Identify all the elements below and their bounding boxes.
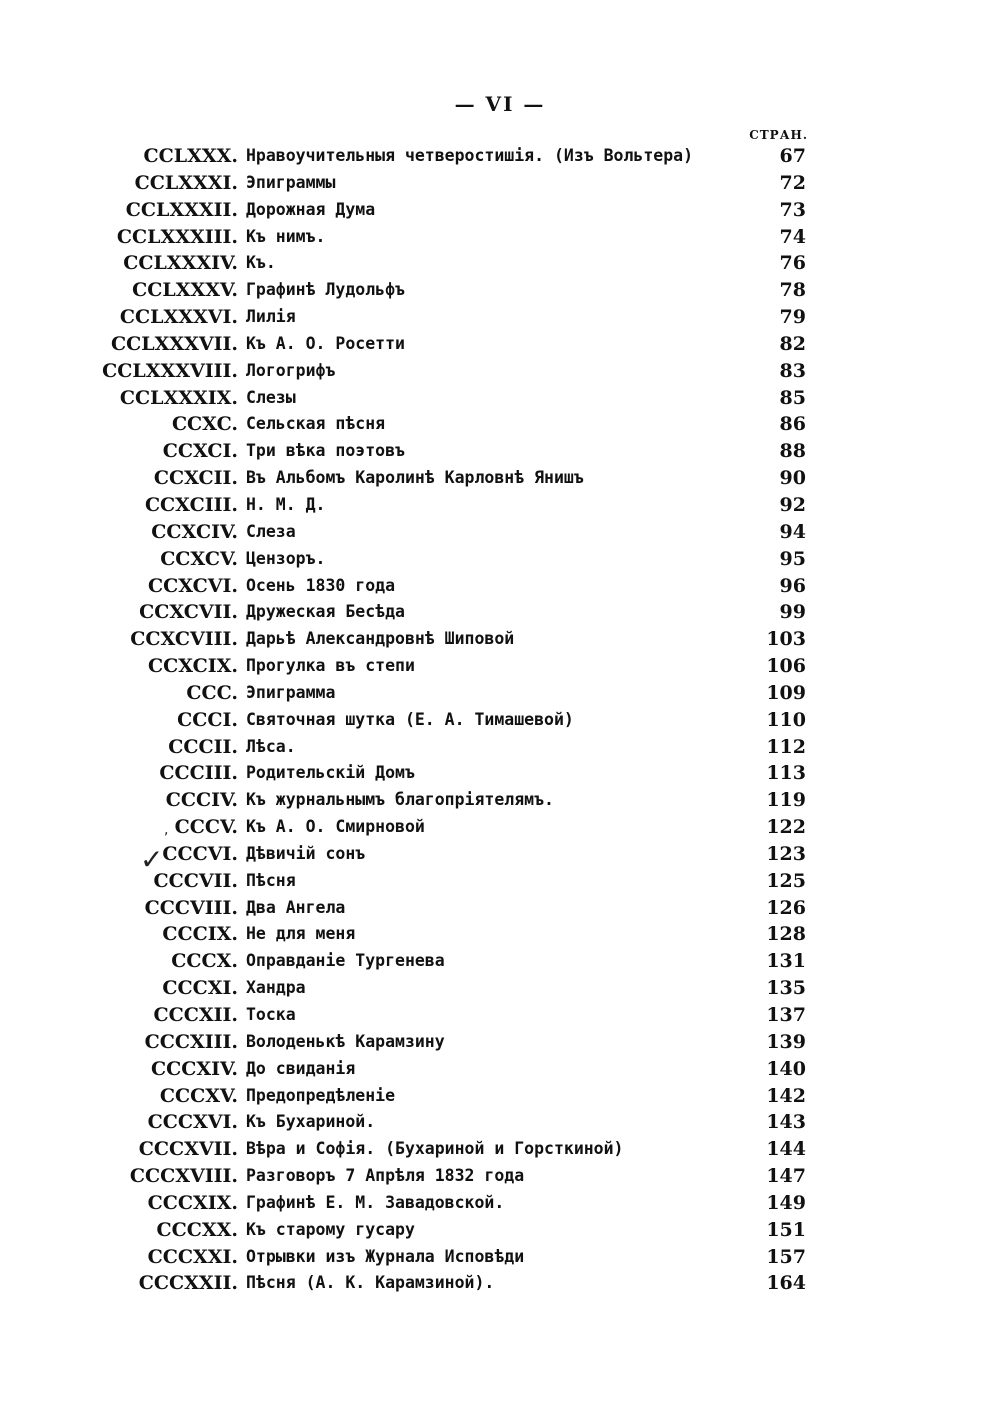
entry-page-number: 139 [766, 1030, 806, 1053]
entry-page-number: 137 [766, 1004, 806, 1026]
entry-numeral: CCXCII. [153, 467, 238, 490]
toc-entry [0, 1163, 1000, 1190]
entry-numeral: CCCXI. [162, 977, 238, 1000]
entry-page-number: 125 [766, 869, 806, 892]
entry-numeral: CCCX. [171, 950, 238, 973]
entry-page-number: 92 [779, 493, 806, 516]
toc-entry [0, 626, 1000, 653]
entry-numeral: CCCI. [177, 708, 238, 731]
entry-numeral: CCLXXXVII. [111, 332, 238, 355]
entry-numeral: CCCIII. [159, 762, 238, 785]
entry-page-number: 157 [766, 1245, 806, 1268]
toc-entry [0, 895, 1000, 922]
entry-title: Дружеская Бесѣда [246, 602, 405, 622]
toc-entry [0, 1056, 1000, 1083]
toc-entry [0, 170, 1000, 197]
entry-title: Въ Альбомъ Каролинѣ Карловнѣ Янишъ [246, 468, 584, 488]
entry-title: Графинѣ Е. М. Завадовской. [246, 1192, 505, 1212]
handwritten-check-icon: ✓ [140, 843, 164, 876]
entry-numeral: CCCII. [168, 735, 238, 758]
toc-entry [0, 438, 1000, 465]
entry-page-number: 140 [766, 1057, 806, 1080]
entry-numeral: CCCXVI. [147, 1111, 238, 1134]
entry-numeral: CCCXIII. [144, 1030, 238, 1053]
toc-entry [0, 599, 1000, 626]
toc-entry [0, 948, 1000, 975]
entry-page-number: 110 [766, 708, 806, 731]
entry-page-number: 123 [766, 842, 806, 865]
entry-title: Слеза [246, 521, 296, 541]
entry-title: Дорожная Дума [246, 199, 376, 219]
entry-numeral: CCCXIX. [147, 1191, 238, 1214]
page-number-header: — VI — [454, 92, 546, 116]
entry-page-number: 88 [779, 440, 806, 463]
entry-page-number: 73 [779, 198, 806, 221]
entry-title: Два Ангела [246, 897, 346, 917]
entry-title: Цензоръ. [246, 548, 326, 568]
entry-numeral: CCCV. [174, 816, 238, 839]
toc-entry [0, 277, 1000, 304]
toc-entry [0, 1244, 1000, 1271]
entry-numeral: CCLXXXVI. [119, 306, 238, 329]
entry-numeral: CCXCV. [160, 547, 238, 570]
toc-entry [0, 492, 1000, 519]
entry-title: Дѣвичій сонъ [246, 843, 366, 863]
entry-page-number: 135 [766, 977, 806, 1000]
toc-entry [0, 197, 1000, 224]
entry-numeral: CCLXXXII. [125, 198, 238, 221]
toc-entry [0, 653, 1000, 680]
toc-entry [0, 411, 1000, 438]
entry-title: Къ А. О. Росетти [246, 333, 405, 353]
entry-numeral: CCCXXI. [147, 1245, 238, 1268]
entry-numeral: CCXCIV. [151, 520, 238, 543]
toc-entry [0, 143, 1000, 170]
toc-entry [0, 734, 1000, 761]
entry-numeral: CCCVI. [162, 842, 238, 865]
entry-title: Эпиграммы [246, 172, 336, 192]
toc-entry [0, 358, 1000, 385]
toc-entry [0, 814, 1000, 841]
entry-numeral: CCXCVIII. [130, 628, 238, 651]
entry-numeral: CCLXXXVIII. [102, 359, 238, 382]
entry-title: Вѣра и Софія. (Бухариной и Горсткиной) [246, 1139, 624, 1159]
entry-numeral: CCLXXXIV. [123, 252, 238, 275]
entry-numeral: CCCIX. [162, 923, 238, 946]
entry-numeral: CCCXVII. [138, 1138, 238, 1161]
entry-numeral: CCCXIV. [150, 1057, 238, 1080]
entry-title: Къ А. О. Смирновой [246, 817, 425, 837]
entry-numeral: CCLXXXV. [132, 279, 238, 302]
entry-numeral: CCCVII. [153, 869, 238, 892]
entry-title: Нравоучительныя четверостишія. (Изъ Вольтера) [246, 146, 694, 165]
entry-page-number: 144 [766, 1138, 806, 1161]
entry-title: Къ нимъ. [246, 226, 326, 246]
entry-numeral: CCXCIX. [147, 655, 238, 678]
entry-page-number: 99 [779, 601, 806, 624]
page-column-label: СТРАН. [749, 128, 808, 142]
entry-page-number: 113 [766, 762, 806, 785]
entry-title: Володенькѣ Карамзину [246, 1031, 445, 1051]
entry-page-number: 79 [779, 306, 806, 329]
entry-numeral: CCXCVII. [139, 601, 238, 624]
toc-entry [0, 975, 1000, 1002]
entry-page-number: 74 [779, 225, 806, 248]
entry-numeral: CCC. [186, 681, 238, 704]
entry-page-number: 151 [766, 1218, 806, 1241]
entry-page-number: 126 [766, 896, 806, 919]
toc-entry [0, 787, 1000, 814]
toc-entry [0, 921, 1000, 948]
entry-title: Тоска [246, 1005, 296, 1024]
entry-page-number: 131 [766, 950, 806, 973]
entry-numeral: CCCXXII. [138, 1272, 238, 1295]
entry-title: Сельская пѣсня [246, 414, 386, 434]
entry-numeral: CCCIV. [165, 789, 238, 812]
toc-entry [0, 546, 1000, 573]
entry-title: Слезы [246, 387, 296, 407]
entry-title: Разговоръ 7 Апрѣля 1832 года [246, 1166, 525, 1186]
toc-entry [0, 680, 1000, 707]
entry-title: Лилія [246, 307, 296, 327]
entry-title: Логогрифъ [246, 360, 336, 380]
entry-page-number: 82 [779, 332, 806, 355]
entry-numeral: CCLXXXI. [134, 171, 238, 194]
entry-page-number: 164 [766, 1272, 806, 1295]
entry-title: Отрывки изъ Журнала Исповѣди [246, 1246, 525, 1266]
entry-page-number: 128 [766, 923, 806, 946]
entry-title: Дарьѣ Александровнѣ Шиповой [246, 629, 515, 649]
entry-page-number: 78 [779, 279, 806, 302]
entry-title: Къ журнальнымъ благопріятелямъ. [246, 790, 554, 810]
entry-title: Къ старому гусару [246, 1219, 415, 1239]
entry-page-number: 76 [779, 252, 806, 275]
toc-entry [0, 1190, 1000, 1217]
entry-title: Къ Бухариной. [246, 1112, 376, 1132]
toc-entry [0, 304, 1000, 331]
entry-numeral: CCCVIII. [144, 896, 238, 919]
toc-entry [0, 1083, 1000, 1110]
entry-page-number: 122 [766, 816, 806, 839]
entry-page-number: 109 [766, 681, 806, 704]
toc-entry [0, 224, 1000, 251]
entry-title: Родительскій Домъ [246, 763, 415, 783]
entry-title: Пѣсня [246, 870, 296, 890]
entry-numeral: CCLXXX. [143, 145, 238, 167]
entry-numeral: CCCXX. [156, 1218, 238, 1241]
toc-entry [0, 1270, 1000, 1297]
toc-entry [0, 1217, 1000, 1244]
entry-page-number: 96 [779, 574, 806, 597]
toc-entry [0, 465, 1000, 492]
entry-numeral: CCCXVIII. [129, 1165, 238, 1188]
entry-numeral: CCLXXXIII. [116, 225, 238, 248]
entry-page-number: 83 [779, 359, 806, 382]
toc-entry [0, 385, 1000, 412]
entry-title: Осень 1830 года [246, 575, 396, 595]
entry-page-number: 67 [779, 145, 806, 167]
toc-entry [0, 1029, 1000, 1056]
toc-entry [0, 1002, 1000, 1029]
entry-title: Н. М. Д. [246, 494, 326, 514]
entry-page-number: 112 [766, 735, 806, 758]
toc-entry [0, 760, 1000, 787]
toc-entry [0, 250, 1000, 277]
entry-title: Прогулка въ степи [246, 656, 415, 676]
entry-title: Пѣсня (А. К. Карамзиной). [246, 1273, 495, 1293]
entry-title: Къ. [246, 253, 276, 273]
toc-entry [0, 573, 1000, 600]
entry-title: Не для меня [246, 924, 356, 944]
entry-page-number: 95 [779, 547, 806, 570]
toc-entry [0, 519, 1000, 546]
toc-entry [0, 1109, 1000, 1136]
entry-page-number: 86 [779, 413, 806, 436]
entry-title: Эпиграмма [246, 682, 336, 702]
entry-page-number: 142 [766, 1084, 806, 1107]
entry-title: Оправданіе Тургенева [246, 951, 445, 971]
entry-numeral: CCCXV. [159, 1084, 238, 1107]
entry-title: Три вѣка поэтовъ [246, 441, 405, 461]
entry-title: До свиданія [246, 1058, 356, 1078]
entry-title: Предопредѣленіе [246, 1085, 396, 1105]
entry-title: Хандра [246, 978, 306, 998]
entry-page-number: 90 [779, 467, 806, 490]
handwritten-tick-mark: , [164, 822, 169, 838]
entry-page-number: 119 [766, 789, 806, 812]
entry-page-number: 149 [766, 1191, 806, 1214]
entry-numeral: CCXC. [171, 413, 238, 436]
entry-numeral: CCXCI. [162, 440, 238, 463]
toc-entry [0, 707, 1000, 734]
entry-page-number: 106 [766, 655, 806, 678]
entry-page-number: 85 [779, 386, 806, 409]
entry-page-number: 147 [766, 1165, 806, 1188]
toc-entry [0, 1136, 1000, 1163]
entry-title: Графинѣ Лудольфъ [246, 280, 405, 300]
entry-page-number: 72 [779, 171, 806, 194]
entry-numeral: CCXCIII. [144, 493, 238, 516]
entry-numeral: CCLXXXIX. [119, 386, 238, 409]
entry-numeral: CCXCVI. [147, 574, 238, 597]
entry-page-number: 94 [779, 520, 806, 543]
entry-title: Святочная шутка (Е. А. Тимашевой) [246, 709, 574, 729]
toc-entry [0, 331, 1000, 358]
entry-title: Лѣса. [246, 736, 296, 756]
entry-numeral: CCCXII. [153, 1004, 238, 1026]
entry-page-number: 143 [766, 1111, 806, 1134]
table-of-contents [0, 143, 1000, 1297]
entry-page-number: 103 [766, 628, 806, 651]
